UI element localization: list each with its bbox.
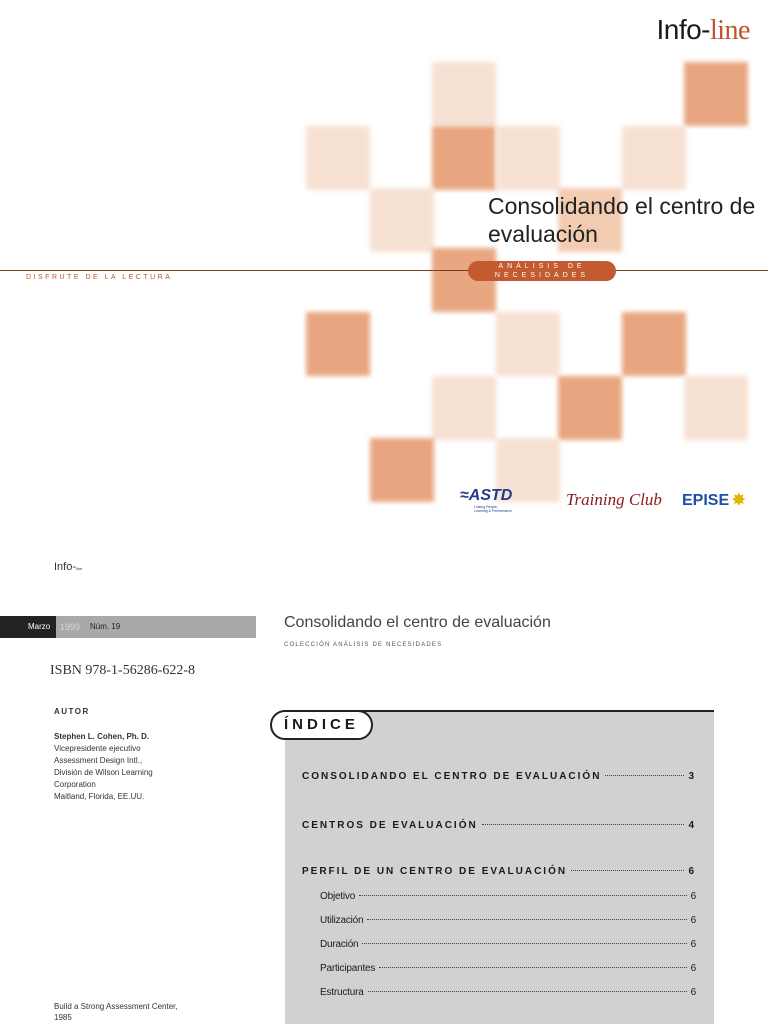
toc-leader bbox=[571, 870, 684, 871]
author-line: Vicepresidente ejecutivo bbox=[54, 744, 141, 753]
issue-number: Núm. 19 bbox=[90, 622, 121, 631]
training-club-logo: Training Club bbox=[566, 490, 662, 509]
epise-star-icon: ✸ bbox=[732, 492, 746, 509]
toc-leader bbox=[482, 824, 685, 825]
toc-entry[interactable] bbox=[302, 820, 696, 831]
toc-entry-page: 6 bbox=[688, 866, 696, 877]
small-infoline-logo: Info-line bbox=[54, 561, 83, 573]
decorative-square bbox=[370, 188, 434, 252]
toc-entry[interactable] bbox=[302, 866, 696, 877]
infoline-logo bbox=[656, 14, 750, 47]
astd-tagline-1: Linking People, bbox=[474, 505, 498, 509]
toc-leader bbox=[368, 991, 687, 992]
toc-leader bbox=[362, 943, 686, 944]
astd-tagline-2: Learning & Performance bbox=[474, 509, 512, 513]
astd-mark: ≈ASTD bbox=[460, 487, 513, 504]
pill-line-2: NECESIDADES bbox=[494, 272, 590, 279]
toc-subentry-page: 6 bbox=[690, 891, 696, 902]
toc-subentry-page: 6 bbox=[690, 915, 696, 926]
toc-subentry-page: 6 bbox=[690, 939, 696, 950]
toc-subentry-title: Participantes bbox=[320, 963, 376, 974]
credit-line-2: 1985 bbox=[54, 1013, 72, 1022]
issue-month: Marzo bbox=[0, 616, 56, 638]
decorative-square bbox=[306, 312, 370, 376]
toc-entry-title: CONSOLIDANDO EL CENTRO DE EVALUACIÓN bbox=[302, 771, 602, 782]
toc-entry-page: 3 bbox=[688, 771, 696, 782]
toc-subentry[interactable] bbox=[320, 915, 696, 926]
pill-line-1: ANÁLISIS DE bbox=[498, 263, 586, 270]
toc-entry[interactable] bbox=[302, 771, 696, 782]
decorative-square bbox=[684, 376, 748, 440]
toc-leader bbox=[359, 895, 687, 896]
toc-subentry[interactable] bbox=[320, 963, 696, 974]
decorative-square bbox=[432, 126, 496, 190]
toc-subentry[interactable] bbox=[320, 939, 696, 950]
decorative-square bbox=[496, 312, 560, 376]
toc-subentry[interactable] bbox=[320, 891, 696, 902]
toc-entry-title: CENTROS DE EVALUACIÓN bbox=[302, 820, 478, 831]
toc-subentry[interactable] bbox=[320, 987, 696, 998]
issue-title: Consolidando el centro de evaluación bbox=[284, 614, 551, 631]
author-name: Stephen L. Cohen, Ph. D. bbox=[54, 732, 150, 741]
decorative-square bbox=[558, 376, 622, 440]
author-heading: AUTOR bbox=[54, 707, 90, 716]
toc-subentry-title: Estructura bbox=[320, 987, 364, 998]
toc-leader bbox=[367, 919, 686, 920]
decorative-square bbox=[622, 126, 686, 190]
astd-logo bbox=[460, 487, 522, 513]
cover-rule bbox=[0, 270, 768, 271]
toc-heading: ÍNDICE bbox=[270, 710, 373, 740]
toc-subentry-title: Utilización bbox=[320, 915, 364, 926]
series-pill bbox=[468, 261, 616, 281]
author-block bbox=[54, 731, 194, 803]
toc-subentry-title: Duración bbox=[320, 939, 359, 950]
decorative-square bbox=[306, 126, 370, 190]
collection-label: COLECCIÓN ANÁLISIS DE NECESIDADES bbox=[284, 642, 443, 648]
brand-main: Info- bbox=[656, 14, 710, 45]
author-line: Corporation bbox=[54, 780, 96, 789]
decorative-square bbox=[370, 438, 434, 502]
original-title-credit bbox=[54, 1001, 204, 1023]
toc-subentry-title: Objetivo bbox=[320, 891, 356, 902]
author-line: Maitland, Florida, EE.UU. bbox=[54, 792, 145, 801]
credit-line-1: Build a Strong Assessment Center, bbox=[54, 1002, 178, 1011]
decorative-square bbox=[432, 376, 496, 440]
toc-leader bbox=[605, 775, 684, 776]
decorative-square bbox=[684, 62, 748, 126]
epise-logo: EPISE ✸ bbox=[682, 492, 746, 509]
toc-leader bbox=[379, 967, 686, 968]
cover-title: Consolidando el centro de evaluación bbox=[488, 193, 756, 247]
isbn: ISBN 978-1-56286-622-8 bbox=[50, 663, 196, 678]
decorative-square bbox=[432, 62, 496, 126]
toc-entry-page: 4 bbox=[688, 820, 696, 831]
side-label: DISFRUTE DE LA LECTURA bbox=[26, 274, 173, 281]
brand-accent: line bbox=[710, 15, 750, 46]
author-line: Assessment Design Intl., bbox=[54, 756, 143, 765]
author-line: División de Wilson Learning bbox=[54, 768, 153, 777]
toc-subentry-page: 6 bbox=[690, 963, 696, 974]
decorative-square bbox=[496, 126, 560, 190]
decorative-square bbox=[622, 312, 686, 376]
toc-entry-title: PERFIL DE UN CENTRO DE EVALUACIÓN bbox=[302, 866, 568, 877]
toc-subentry-page: 6 bbox=[690, 987, 696, 998]
issue-year: 1999 bbox=[60, 622, 81, 632]
